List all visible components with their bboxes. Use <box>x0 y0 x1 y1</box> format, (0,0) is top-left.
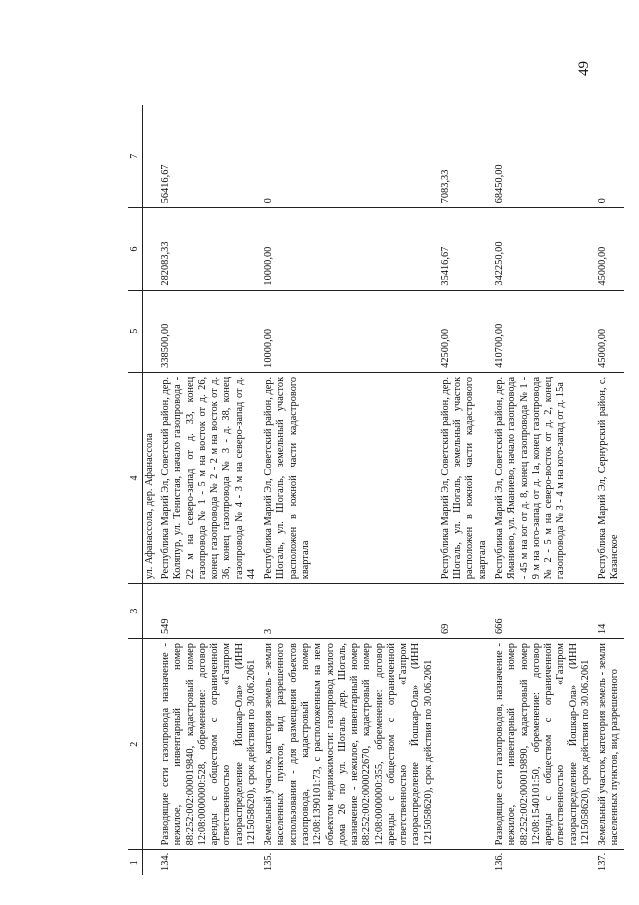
row-number: 137. <box>597 852 609 871</box>
row-quantity: 14 <box>594 584 624 639</box>
row-description <box>437 639 491 850</box>
row-address: Республика Марий Эл, Сернурский район, с. Казанское <box>594 372 624 583</box>
header-col-6: 6 <box>128 208 142 290</box>
table-row <box>594 105 624 875</box>
row-quantity: 3 <box>260 584 437 639</box>
header-col-5: 5 <box>128 290 142 372</box>
page-number: 49 <box>576 61 592 76</box>
row-value-6: 10000,00 <box>260 208 437 290</box>
header-row <box>128 105 142 875</box>
row-value-6: 282083,33 <box>157 208 260 290</box>
continuation-text: ул. Афанассола, дер. Афанассола <box>142 372 157 583</box>
table-row <box>437 105 491 875</box>
header-col-2: 2 <box>128 639 142 850</box>
row-value-5: 45000,00 <box>594 290 624 372</box>
row-description: Разводящие сети газопровода назначение - нежилое, инвентарный номер 88:252:002:000019840, кадастровый номер 12:08:0000000:528, обременение: договор аренды с обществом с ограниченной ответственностью «Газпром газораспределение Йошкар-Ола» (ИНН 1215058620), срок действия по 30.06.2061 <box>157 639 260 850</box>
table-row <box>491 105 594 875</box>
header-col-3: 3 <box>128 584 142 639</box>
property-table <box>128 105 624 875</box>
table-row <box>157 105 260 875</box>
row-value-7: 68450,00 <box>491 105 594 208</box>
row-description: Земельный участок, категория земель - земли населенных пунктов, вид разрешенного использования - для размещения объектов газопровода, кадастровый номер 12:08:1390101:73, с расположенным на нем объектом недвижимости: газопровод жилого дома 26 по ул. Шогаль дер. Шогаль, назначение - нежилое, инвентарный номер 88:252:002:000022670, кадастровый номер 12:08:0000000:355, обременение: договор аренды с обществом с ограниченной ответственностью «Газпром газораспределение Йошкар-Ола» (ИНН 1215058620), срок действия по 30.06.2061 <box>260 639 437 850</box>
row-description: Земельный участок, категория земель - земли населенных пунктов, вид разрешенного <box>594 639 624 850</box>
header-col-1: 1 <box>128 850 142 875</box>
row-quantity: 549 <box>157 584 260 639</box>
row-address: Республика Марий Эл, Советский район, дер. Яманиево, ул. Яманиево, начало газопровода - 45 м на юг от д. 8, конец газопровода № 1 - 9 м на юго-запад от д. 1а, конец газопровода № 2 - 5 м на северо-восток от д. 2, конец газопровода № 3 - 4 м на юго-запад от д. 15а <box>491 372 594 583</box>
row-number: 136. <box>493 852 505 871</box>
row-number: 135. <box>263 852 275 871</box>
row-value-6: 45000,00 <box>594 208 624 290</box>
row-value-7: 0 <box>260 105 437 208</box>
row-address: Республика Марий Эл, Советский район, дер. Шогаль, ул. Шогаль, земельный участок расположен в южной части кадастрового квартала <box>437 372 491 583</box>
row-quantity: 69 <box>437 584 491 639</box>
row-value-5: 42500,00 <box>437 290 491 372</box>
row-value-7: 56416,67 <box>157 105 260 208</box>
row-number <box>437 850 491 875</box>
row-value-5: 410700,00 <box>491 290 594 372</box>
rotated-table-container <box>128 105 633 875</box>
row-number: 134. <box>160 852 172 871</box>
row-value-5: 10000,00 <box>260 290 437 372</box>
row-value-6: 342250,00 <box>491 208 594 290</box>
row-value-5: 338500,00 <box>157 290 260 372</box>
continuation-row <box>142 105 157 875</box>
row-value-6: 35416,67 <box>437 208 491 290</box>
header-col-4: 4 <box>128 372 142 583</box>
row-value-7: 7083,33 <box>437 105 491 208</box>
table-row <box>260 105 437 875</box>
row-value-7: 0 <box>594 105 624 208</box>
row-address: Республика Марий Эл, Советский район, дер. Коляпур, ул. Тенистая, начало газопровода - 22 м на северо-запад от д. 33, конец газопровода № 1 - 5 м на восток от д. 26, конец газопровода № 2 - 2 м на восток от д. 36, конец газопровода № 3 - д. 38, конец газопровода № 4 - 3 м на северо-запад от д. 44 <box>157 372 260 583</box>
row-address: Республика Марий Эл, Советский район, дер. Шогаль, ул. Шогаль, земельный участок расположен в южной части кадастрового квартала <box>260 372 437 583</box>
header-col-7: 7 <box>128 105 142 208</box>
row-quantity: 666 <box>491 584 594 639</box>
row-description: Разводящие сети газопроводов, назначение - нежилое, инвентарный номер 88:252:002:000019890, кадастровый номер 12:08:1540101:50, обременение: договор аренды с обществом с ограниченной ответственностью «Газпром газораспределение Йошкар-Ола» (ИНН 1215058620), срок действия по 30.06.2061 <box>491 639 594 850</box>
